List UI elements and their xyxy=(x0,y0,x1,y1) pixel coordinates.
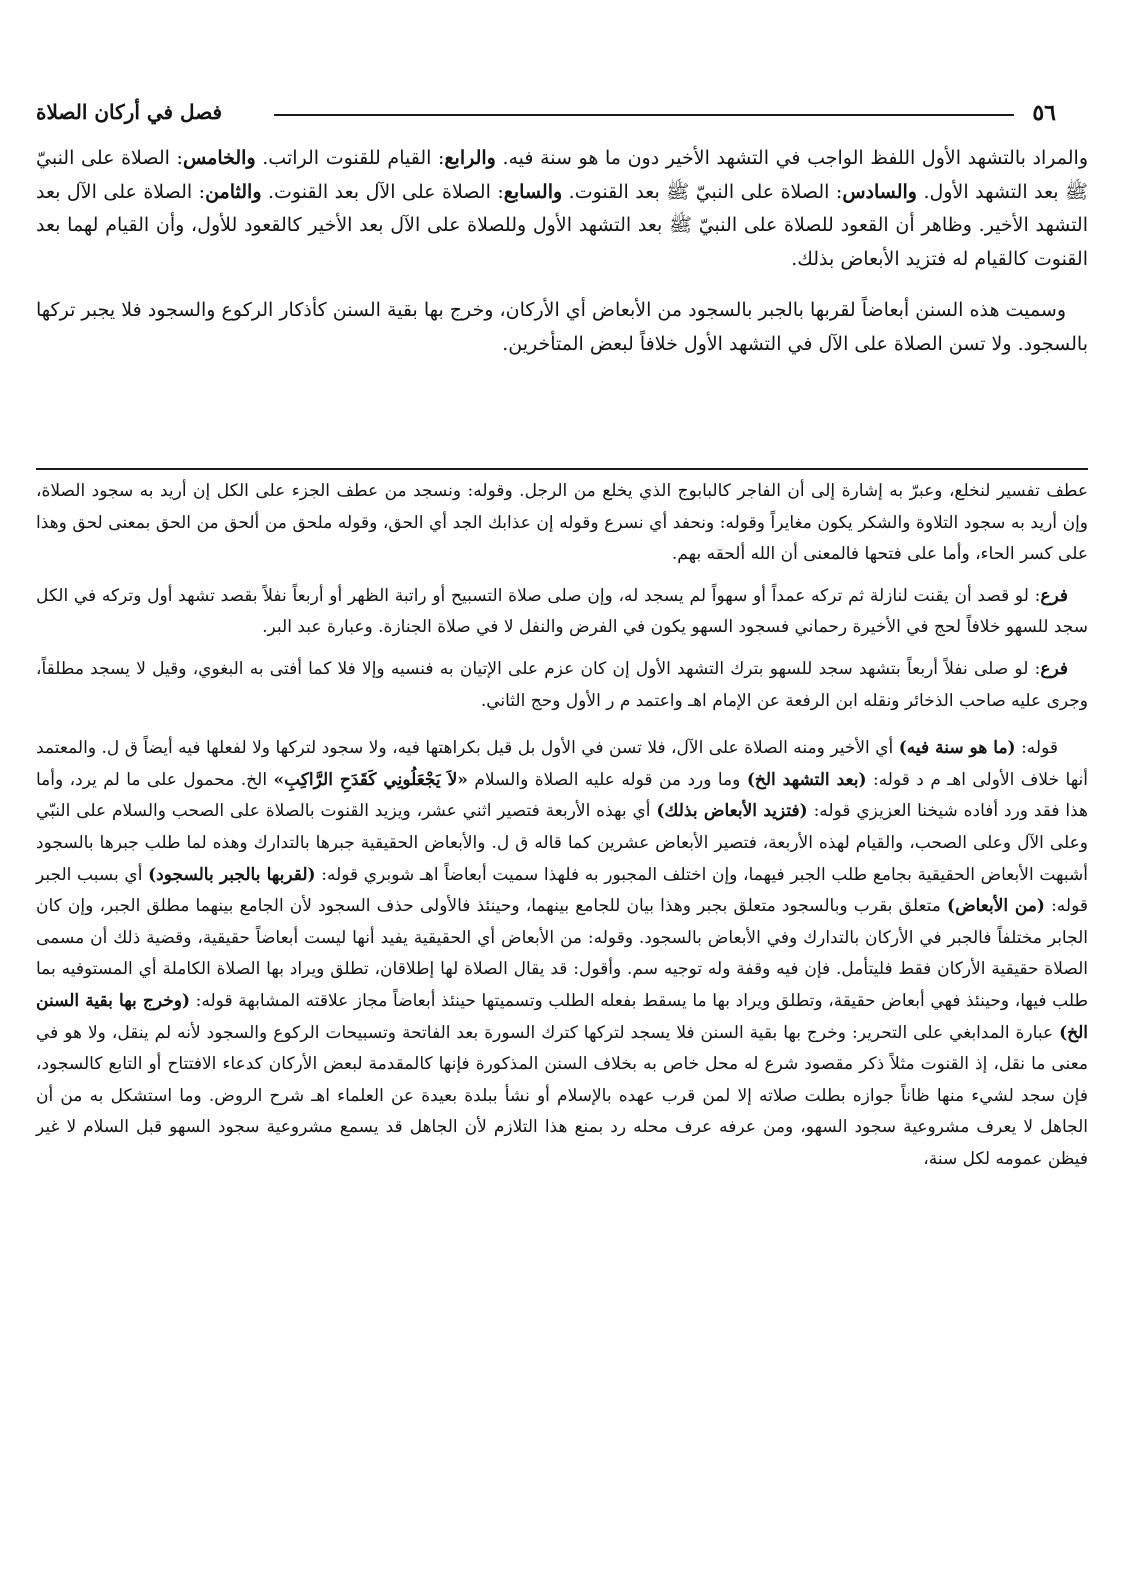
text-run: : لو قصد أن يقنت لنازلة ثم تركه عمداً أو سهواً لم يسجد له، وإن صلى صلاة التسبيح أو راتبة الظهر أو أربعاً نفلاً بقصد تشهد أول وتركه في الكل سجد للسهو خلافاً لحج في الأخيرة رحماني فسجود السهو يكون في الفرض والنفل لا في صلاة الجنازة. وعبارة عبد البر. xyxy=(36,585,1088,638)
text-run: والمراد بالتشهد الأول اللفظ الواجب في التشهد الأخير دون ما هو سنة فيه. xyxy=(495,147,1088,169)
text-run: متعلق بقرب وبالسجود متعلق بجبر وهذا بيان للجامع بينهما، وحينئذ فالأولى حذف السجود لأن الجامع بينهما مطلق الجبر، وإن كان الجابر مختلفاً فالجبر في الأركان بالتدارك وفي الأبعاض بالسجود. وقوله: من الأبعاض أي الحقيقية يفيد أنها ليست أبعاضاً حقيقية، وقضية ذلك أن مسمى الصلاة حقيقية الأركان فقط فليتأمل. فإن فيه وقفة وله توجيه سم. وأقول: قد يقال الصلاة لها إطلاقان، تطلق ويراد بها الصلاة الكاملة أي المستوفيه بما طلب فيها، وحينئذ فهي أبعاض حقيقة، وتطلق ويراد بها ما يسقط بفعله الطلب وتسميتها حينئذ أبعاضاً مجاز علاقته المشابهة قوله: xyxy=(36,896,1088,1011)
commentary-paragraph xyxy=(36,733,1088,1175)
text-run: عبارة المدابغي على التحرير: وخرج بها بقية السنن فلا يسجد لتركها كترك السورة بعد الفاتحة وتسبيحات الركوع والسجود لأنه لم ينقل، ولا هو في معنى ما نقل، إذ القنوت مثلاً ذكر مقصود شرع له محل خاص به بخلاف السنن المذكورة فإنها كالمقدمة لبعض الأركان كدعاء الافتتاح أو التابع كالسجود، فإن سجد لشيء منها ظاناً جوازه بطلت صلاته إلا لمن قرب عهده بالإسلام أو نشأ ببلدة بعيدة عن العلماء اهـ شرح الروض. وما استشكل به من أن الجاهل لا يعرف مشروعية سجود السهو، ومن عرفه عرف محله رد بمنع هذا التلازم لأن الجاهل قد يسمع مشروعية سجود السهو قبل السلام لا غير فيظن عمومه لكل سنة، xyxy=(36,1022,1088,1169)
main-text xyxy=(36,142,1088,380)
text-run: عطف تفسير لنخلع، وعبرّ به إشارة إلى أن الفاجر كالبابوج الذي يخلع من الرجل. وقوله: ونسجد من عطف الجزء على الكل إن أريد به سجود الصلاة، وإن أريد به سجود التلاوة والشكر يكون مغايراً وقوله: ونحفد أي نسرع وقوله إن عذابك الجد أي الحق، وقوله ملحق من ألحق من الحق بمعنى لحق وهذا على كسر الحاء، وأما على فتحها فالمعنى أن الله ألحقه بهم. xyxy=(36,481,1088,565)
bold-term: «لاَ يَجْعَلُونِي كَقَدَحِ الرَّاكِبِ» xyxy=(273,769,468,790)
page-header xyxy=(36,98,1088,138)
text-run: الخ. محمول على ما لم يرد، وأما هذا فقد ورد أفاده شيخنا العزيزي قوله: xyxy=(36,769,1088,822)
text-run: أي الأخير ومنه الصلاة على الآل، فلا تسن في الأول بل قيل بكراهتها فيه، ولا سجود لتركها ولا لفعلها فيه أيضاً ق ل. والمعتمد أنها خلاف الأولى اهـ م د قوله: xyxy=(36,738,1088,790)
bold-term: (ما هو سنة فيه) xyxy=(898,738,1016,759)
bold-term: (لقربها بالجبر بالسجود) xyxy=(148,864,316,885)
bold-term: والسابع xyxy=(503,180,563,203)
bold-term: والخامس xyxy=(182,147,256,169)
main-paragraph xyxy=(36,142,1088,276)
commentary-paragraph xyxy=(36,476,1088,571)
main-paragraph xyxy=(36,294,1088,361)
text-run: قوله: xyxy=(1015,738,1058,759)
bold-term: والرابع xyxy=(444,147,496,169)
bold-term: (بعد التشهد الخ) xyxy=(746,769,867,790)
bold-term: (من الأبعاض) xyxy=(947,896,1045,917)
book-page xyxy=(36,0,1088,1589)
bold-term: والسادس xyxy=(842,180,917,203)
text-run: : لو صلى نفلاً أربعاً بتشهد سجد للسهو بترك التشهد الأول إن كان عزم على الإتيان به فنسيه وإلا فلا كما أفتى به البغوي، وقيل لا يسجد مطلقاً، وجرى عليه صاحب الذخائر ونقله ابن الرفعة عن الإمام اهـ واعتمد م ر الأول وحج الثاني. xyxy=(36,658,1088,711)
text-run: وسميت هذه السنن أبعاضاً لقربها بالجبر بالسجود من الأبعاض أي الأركان، وخرج بها بقية السنن كأذكار الركوع والسجود فلا يجبر تركها بالسجود. ولا تسن الصلاة على الآل في التشهد الأول خلافاً لبعض المتأخرين. xyxy=(36,299,1088,355)
text-run: أي بسبب الجبر قوله: xyxy=(36,864,1088,917)
footnote-separator xyxy=(36,468,1088,470)
text-run: : القيام للقنوت الراتب. xyxy=(255,147,445,169)
commentary-paragraph xyxy=(36,581,1088,644)
commentary-text xyxy=(36,476,1088,1185)
text-run: : الصلاة على الآل بعد القنوت. xyxy=(261,180,504,203)
bold-term: فرع xyxy=(1040,658,1068,679)
text-run: : الصلاة على النبيّ ﷺ بعد القنوت. xyxy=(562,180,843,203)
text-run: : الصلاة على الآل بعد التشهد الأخير. وظاهر أن القعود للصلاة على النبيّ ﷺ بعد التشهد الأول وللصلاة على الآل بعد الأخير كالقعود للأول، وأن القيام لهما بعد القنوت كالقيام له فتزيد الأبعاض بذلك. xyxy=(36,180,1088,270)
text-run: : الصلاة على النبيّ ﷺ بعد التشهد الأول. xyxy=(36,147,1088,203)
bold-term: والثامن xyxy=(205,180,262,203)
bold-term: (وخرج بها بقية السنن الخ) xyxy=(36,990,1088,1043)
page-number: ٥٦ xyxy=(1032,100,1056,126)
text-run: وما ورد من قوله عليه الصلاة والسلام xyxy=(467,769,747,790)
header-rule xyxy=(274,114,1014,116)
bold-term: (فتزيد الأبعاض بذلك) xyxy=(656,801,808,822)
running-title: فصل في أركان الصلاة xyxy=(36,100,223,124)
bold-term: فرع xyxy=(1040,585,1068,606)
commentary-paragraph xyxy=(36,654,1088,717)
text-run: أي بهذه الأربعة فتصير اثني عشر، ويزيد القنوت بالصلاة على الصحب والسلام على النبّي وعلى الآل وعلى الصحب، والقيام لهذه الأربعة، فتصير الأبعاض عشرين كما قاله ق ل. والأبعاض الحقيقية جبرها بالتدارك وهذه لما طلب جبرها بالسجود أشبهت الأبعاض الحقيقية بجامع طلب الجبر فيهما، وإن اختلف المجبور به فلهذا سميت أبعاضاً اهـ شوبري قوله: xyxy=(36,801,1088,885)
